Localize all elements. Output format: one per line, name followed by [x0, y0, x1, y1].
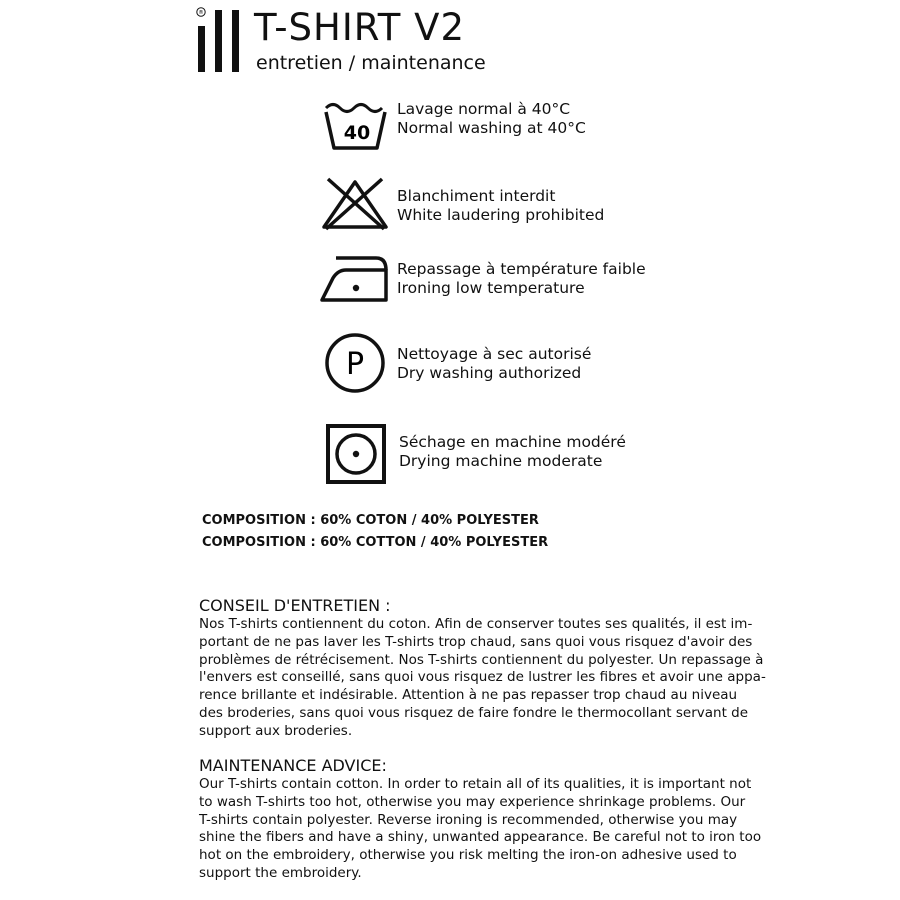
care-instruction-ironing [320, 250, 680, 320]
composition-en: COMPOSITION : 60% COTTON / 40% POLYESTER [202, 535, 549, 550]
advice-fr-section [199, 596, 789, 741]
registered-mark: ® [198, 10, 204, 16]
dry-clean-p-icon [320, 330, 390, 400]
care-label-en: Ironing low temperature [397, 279, 585, 297]
page-title: T-SHIRT V2 [254, 6, 466, 49]
care-label-fr: Blanchiment interdit [397, 187, 556, 205]
care-label-fr: Lavage normal à 40°C [397, 100, 571, 118]
care-instruction-washing [320, 100, 680, 170]
composition-fr: COMPOSITION : 60% COTON / 40% POLYESTER [202, 513, 539, 528]
advice-en-body: Our T-shirts contain cotton. In order to retain all of its qualities, it is important not to wash T-shirts too hot, otherwise you may experience shrinkage problems. Our T-shirts contain polyester. Reverse ironing is recommended, otherwise you may shine the fibers and have a shiny, unwanted appearance. Be careful not to iron too hot on the embroidery, otherwise you risk melting the iron-on adhesive used to support the embroidery. [199, 776, 762, 881]
care-label-en: White laudering prohibited [397, 206, 605, 224]
washing-40-icon [320, 100, 390, 170]
care-label-en: Normal washing at 40°C [397, 119, 586, 137]
care-label-en: Dry washing authorized [397, 364, 582, 382]
care-label-en: Drying machine moderate [399, 452, 603, 470]
care-label-fr: Repassage à température faible [397, 260, 646, 278]
composition [202, 510, 548, 554]
dry-clean-letter: P [345, 347, 365, 382]
page-subtitle: entretien / maintenance [256, 52, 486, 74]
tumble-dry-icon [320, 423, 390, 493]
care-label-fr: Séchage en machine modéré [399, 433, 626, 451]
care-instruction-drying [320, 423, 680, 493]
advice-en-heading: MAINTENANCE ADVICE: [199, 756, 387, 775]
no-bleach-icon [320, 177, 390, 247]
advice-en-section [199, 756, 789, 883]
care-instruction-dry-clean [320, 330, 680, 400]
care-label-fr: Nettoyage à sec autorisé [397, 345, 592, 363]
care-instruction-bleach [320, 177, 680, 247]
advice-fr-body: Nos T-shirts contiennent du coton. Afin de conserver toutes ses qualités, il est im- portant de ne pas laver les T-shirts trop chaud, sans quoi vous risquez d'avoir des problèmes de rétrécisement. Nos T-shirts contiennent du polyester. Un repassage à l'envers est conseillé, sans quoi vous risquez de lustrer les fibres et avoir une appa- rence brillante et indésirable. Attention à ne pas repasser trop chaud au niveau des broderies, sans quoi vous risquez de faire fondre le thermocollant servant de support aux broderies. [199, 616, 766, 739]
washing-temp-label: 40 [343, 122, 371, 144]
advice-fr-heading: CONSEIL D'ENTRETIEN : [199, 596, 391, 615]
iron-low-icon [320, 250, 390, 320]
ill-logo-icon [196, 6, 242, 74]
